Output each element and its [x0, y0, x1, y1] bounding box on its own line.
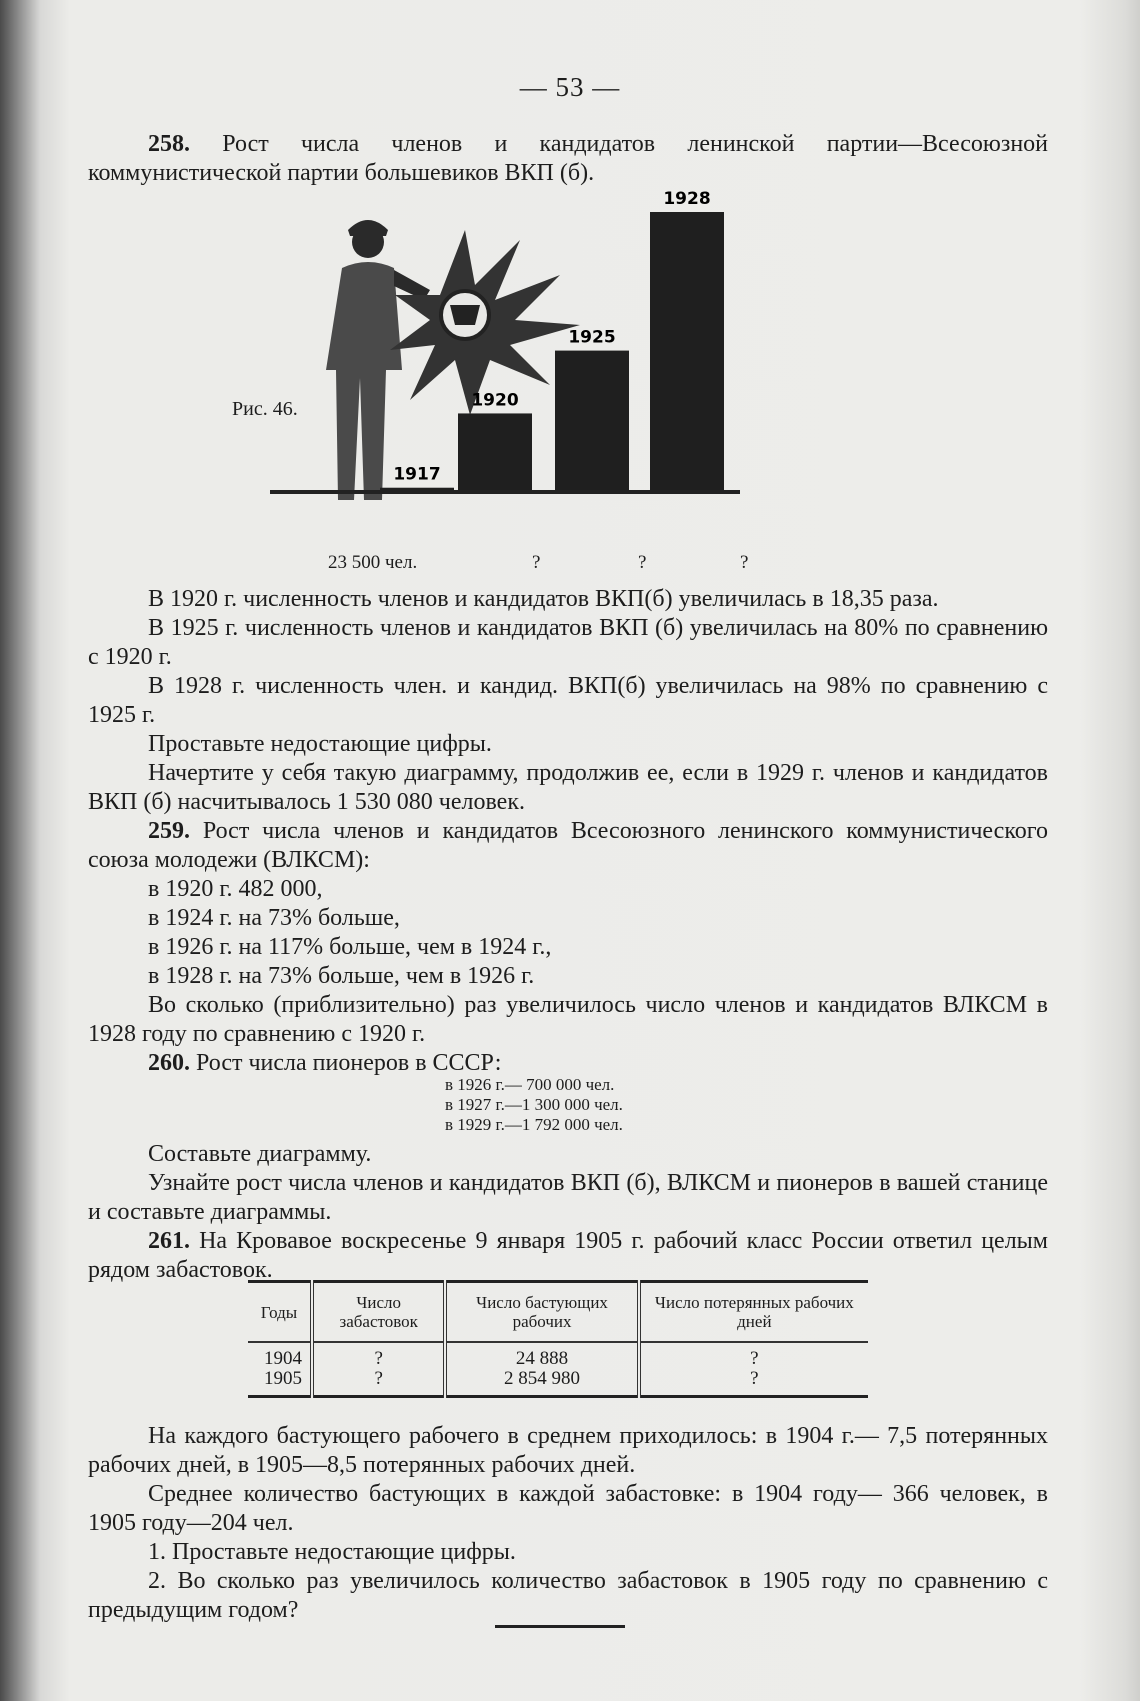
paragraph: 1. Проставьте недостающие цифры.	[148, 1539, 516, 1565]
table-row	[248, 1342, 868, 1397]
list-item: в 1920 г. 482 000,	[148, 876, 323, 902]
table-cell	[312, 1342, 445, 1397]
column-header: Число забастовок	[312, 1282, 445, 1343]
list-item: в 1928 г. на 73% больше, чем в 1926 г.	[148, 963, 535, 989]
column-header: Годы	[248, 1282, 312, 1343]
paragraph: В 1928 г. численность член. и кандид. ВКП(б) увеличилась на 98% по сравнению с 1925 г.	[88, 673, 1048, 728]
table-cell	[445, 1342, 638, 1397]
list-item: в 1926 г. на 117% больше, чем в 1924 г.,	[148, 934, 552, 960]
table-cell	[639, 1342, 868, 1397]
bar-year-label: 1917	[393, 464, 441, 485]
problem-260-heading	[88, 1049, 1048, 1078]
cell-value: ?	[374, 1368, 383, 1389]
bar-1928	[650, 212, 724, 492]
bar-year-label: 1925	[568, 327, 616, 348]
list-item: в 1929 г.—1 792 000 чел.	[445, 1115, 623, 1134]
bar-value-label: ?	[740, 552, 749, 573]
cell-value: 1904	[264, 1348, 302, 1369]
problem-title: Рост числа пионеров в СССР:	[196, 1050, 502, 1076]
pioneer-list	[445, 1075, 623, 1135]
list-item: в 1926 г.— 700 000 чел.	[445, 1075, 615, 1094]
paragraph: В 1920 г. численность членов и кандидатов ВКП(б) увеличилась в 18,35 раза.	[148, 586, 939, 612]
figure-label: Рис. 46.	[232, 398, 298, 420]
burst-illustration	[390, 230, 580, 415]
column-header: Число потерянных рабочих дней	[639, 1282, 868, 1343]
column-header: Число бастующих рабочих	[445, 1282, 638, 1343]
problem-number: 258.	[148, 131, 190, 157]
list-item: в 1927 г.—1 300 000 чел.	[445, 1095, 623, 1114]
bar-1925	[555, 351, 629, 492]
bar-year-label: 1920	[471, 390, 519, 411]
cell-value: ?	[750, 1368, 759, 1389]
problem-number: 261.	[148, 1228, 190, 1254]
problem-title: Рост числа членов и кандидатов ленинской партии—Всесоюзной коммунистической партии большевиков ВКП (б).	[88, 131, 1049, 186]
question: Во сколько (приблизительно) раз увеличилось число членов и кандидатов ВЛКСМ в 1928 году по сравнению с 1920 г.	[88, 992, 1048, 1047]
bar-value-label: ?	[638, 552, 647, 573]
paragraph: В 1925 г. численность членов и кандидатов ВКП (б) увеличилась на 80% по сравнению с 1920 г.	[88, 615, 1048, 670]
cell-value: 24 888	[515, 1348, 569, 1369]
problem-title: Рост числа членов и кандидатов Всесоюзного ленинского коммунистического союза молодежи (ВЛКСМ):	[88, 818, 1049, 873]
task: Узнайте рост числа членов и кандидатов ВКП (б), ВЛКСМ и пионеров в вашей станице и составьте диаграммы.	[88, 1170, 1048, 1225]
task: Составьте диаграмму.	[148, 1141, 372, 1167]
problem-261-heading	[88, 1227, 1048, 1285]
bar-chart	[290, 189, 810, 540]
problem-261-text	[88, 1422, 1048, 1625]
cell-value: ?	[374, 1348, 383, 1369]
paragraph: Начертите у себя такую диаграмму, продолжив ее, если в 1929 г. членов и кандидатов ВКП (б) насчитывалось 1 530 080 человек.	[88, 760, 1048, 815]
bar-1920	[458, 413, 532, 492]
problem-number: 259.	[148, 818, 190, 844]
problem-number: 260.	[148, 1050, 190, 1076]
problem-title: На Кровавое воскресенье 9 января 1905 г. рабочий класс России ответил целым рядом забастовок.	[88, 1228, 1048, 1283]
list-item: в 1924 г. на 73% больше,	[148, 905, 400, 931]
cell-value: ?	[750, 1348, 759, 1369]
problem-260-tasks	[88, 1140, 1048, 1285]
paragraph: Проставьте недостающие цифры.	[148, 731, 492, 757]
paragraph: На каждого бастующего рабочего в среднем приходилось: в 1904 г.— 7,5 потерянных рабочих дней, в 1905—8,5 потерянных рабочих дней.	[88, 1423, 1048, 1478]
paragraph: Среднее количество бастующих в каждой забастовке: в 1904 году— 366 человек, в 1905 году—204 чел.	[88, 1481, 1048, 1536]
table-header-row	[248, 1282, 868, 1343]
paragraph: 2. Во сколько раз увеличилось количество забастовок в 1905 году по сравнению с предыдущим годом?	[88, 1568, 1048, 1623]
worker-illustration	[326, 220, 430, 500]
page-number: — 53 —	[519, 72, 621, 102]
problem-259-heading	[88, 817, 1048, 875]
problem-258-heading	[88, 130, 1048, 188]
problem-258-text	[88, 585, 1048, 1078]
bar-year-label: 1928	[663, 189, 711, 209]
cell-value: 2 854 980	[504, 1368, 581, 1389]
bar-value-label: ?	[532, 552, 541, 573]
end-rule	[495, 1625, 625, 1628]
bar-value-label: 23 500 чел.	[328, 552, 418, 573]
table-cell	[248, 1342, 312, 1397]
cell-value: 1905	[264, 1368, 302, 1389]
strikes-table	[248, 1280, 868, 1398]
